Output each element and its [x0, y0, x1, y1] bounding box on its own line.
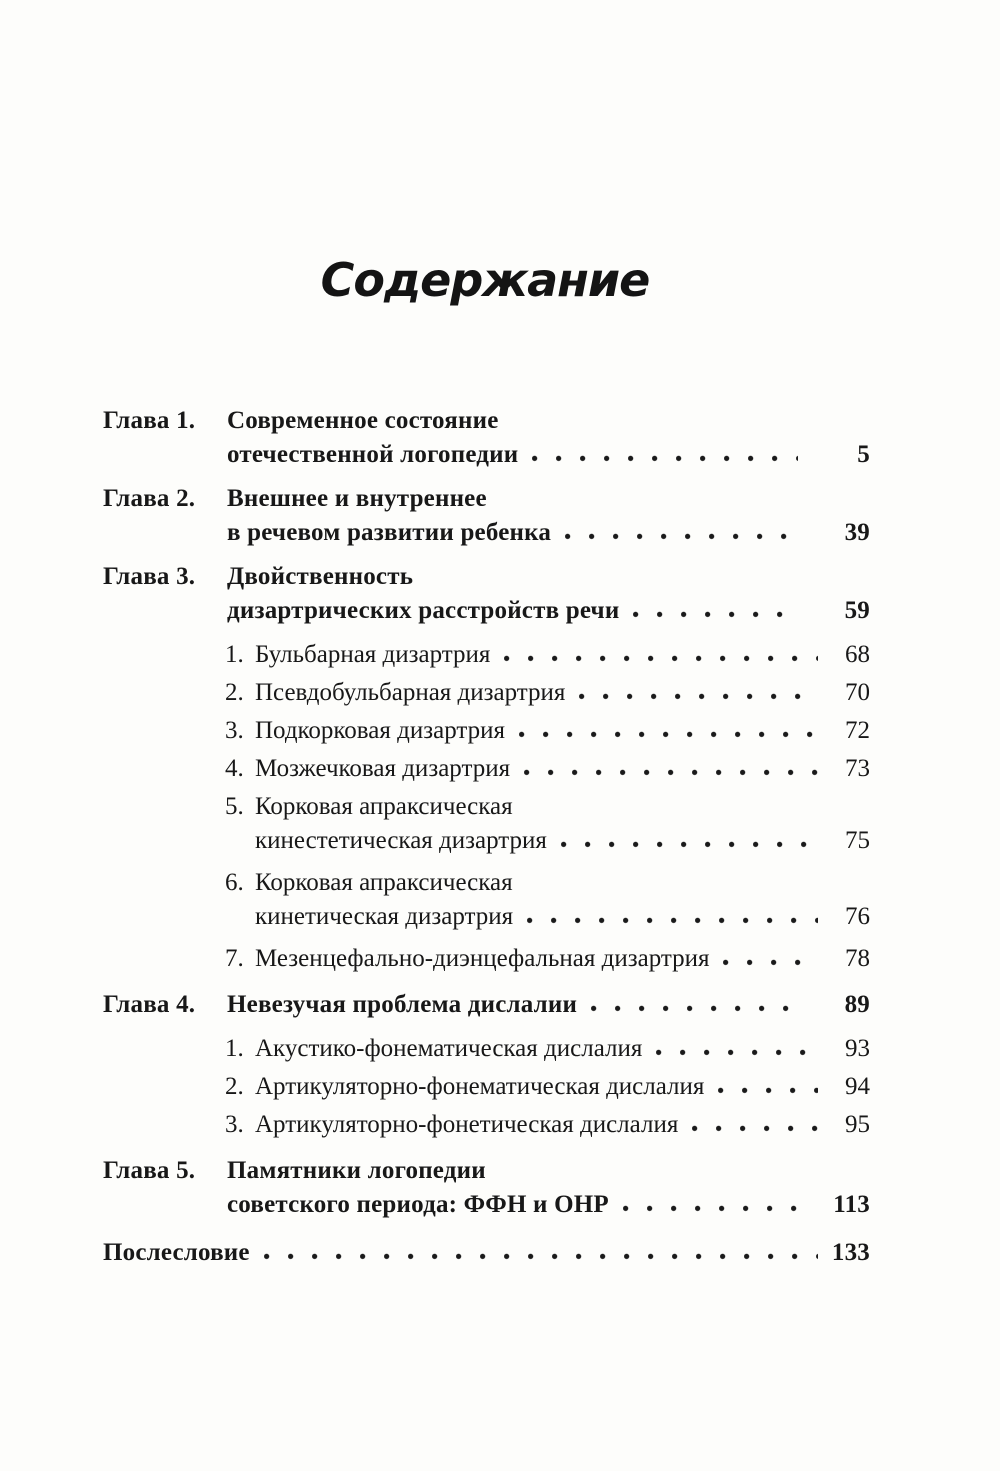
toc-entry-chapter — [103, 404, 870, 472]
page-number: 59 — [844, 597, 870, 624]
chapter-label: Глава 3. — [103, 563, 196, 590]
item-number: 4. — [225, 755, 244, 782]
entry-title-line: Внешнее и внутреннее — [227, 485, 487, 512]
toc-line — [103, 1188, 870, 1222]
page-number: 76 — [845, 903, 870, 930]
dot-leader — [532, 455, 798, 462]
page-number: 75 — [845, 827, 870, 854]
toc-entry-item — [103, 790, 870, 858]
entry-title-line: Артикуляторно-фонематическая дислалия — [255, 1073, 705, 1100]
page-title: Содержание — [320, 253, 650, 307]
page-number: 70 — [845, 679, 870, 706]
page-number: 73 — [845, 755, 870, 782]
toc-entry-item — [103, 942, 870, 976]
chapter-label: Глава 4. — [103, 991, 196, 1018]
dot-leader — [591, 1005, 798, 1012]
entry-title-line: Подкорковая дизартрия — [255, 717, 505, 744]
entry-title-line: Акустико-фонематическая дислалия — [255, 1035, 643, 1062]
toc-line — [225, 638, 870, 672]
chapter-label: Глава 5. — [103, 1157, 196, 1184]
toc-line — [103, 516, 870, 550]
entry-title-line: Невезучая проблема дислалии — [227, 991, 578, 1018]
dot-leader — [579, 693, 818, 700]
page-number: 39 — [844, 519, 870, 546]
dot-leader — [565, 533, 798, 540]
chapter-label: Глава 1. — [103, 407, 196, 434]
dot-leader — [633, 611, 798, 618]
page-number: 89 — [844, 991, 870, 1018]
page-number: 113 — [833, 1191, 870, 1218]
table-of-contents — [0, 404, 1000, 1270]
item-number: 2. — [225, 679, 244, 706]
toc-line — [103, 438, 870, 472]
dot-leader — [623, 1205, 798, 1212]
item-number: 1. — [225, 641, 244, 668]
toc-entry-item — [103, 752, 870, 786]
entry-title-line: советского периода: ФФН и ОНР — [227, 1191, 609, 1218]
entry-title-line: Послесловие — [103, 1239, 250, 1266]
dot-leader — [527, 917, 818, 924]
toc-entry-item — [103, 638, 870, 672]
dot-leader — [723, 959, 818, 966]
toc-entry-chapter — [103, 1154, 870, 1222]
toc-line — [103, 988, 870, 1022]
dot-leader — [656, 1049, 818, 1056]
toc-line — [225, 824, 870, 858]
page-number: 95 — [845, 1111, 870, 1138]
toc-line — [225, 942, 870, 976]
page-number: 72 — [845, 717, 870, 744]
entry-title-line: кинетическая дизартрия — [255, 903, 514, 930]
toc-line — [225, 790, 870, 824]
toc-line — [225, 866, 870, 900]
toc-entry-item — [103, 866, 870, 934]
dot-leader — [264, 1253, 818, 1260]
toc-line — [225, 752, 870, 786]
entry-title-line: в речевом развитии ребенка — [227, 519, 552, 546]
item-number: 5. — [225, 793, 244, 820]
dot-leader — [524, 769, 818, 776]
dot-leader — [561, 841, 818, 848]
toc-line — [225, 714, 870, 748]
entry-title-line: Двойственность — [227, 563, 414, 590]
dot-leader — [519, 731, 818, 738]
toc-entry-afterword — [103, 1236, 870, 1270]
toc-line — [103, 560, 870, 594]
toc-entry-item — [103, 1032, 870, 1066]
toc-entry-chapter — [103, 560, 870, 628]
toc-line — [225, 1070, 870, 1104]
dot-leader — [504, 655, 818, 662]
toc-entry-chapter — [103, 482, 870, 550]
dot-leader — [718, 1087, 818, 1094]
item-number: 3. — [225, 717, 244, 744]
item-number: 6. — [225, 869, 244, 896]
entry-title-line: Артикуляторно-фонетическая дислалия — [255, 1111, 679, 1138]
entry-title-line: Мезенцефально-диэнцефальная дизартрия — [255, 945, 710, 972]
toc-line — [103, 1154, 870, 1188]
toc-line — [225, 676, 870, 710]
toc-line — [103, 1236, 870, 1270]
entry-title-line: отечественной логопедии — [227, 441, 519, 468]
entry-title-line: Памятники логопедии — [227, 1157, 486, 1184]
toc-line — [103, 482, 870, 516]
entry-title-line: Корковая апраксическая — [255, 793, 513, 820]
item-number: 7. — [225, 945, 244, 972]
toc-line — [225, 1032, 870, 1066]
toc-entry-item — [103, 714, 870, 748]
dot-leader — [692, 1125, 818, 1132]
toc-entry-item — [103, 676, 870, 710]
chapter-label: Глава 2. — [103, 485, 196, 512]
item-number: 1. — [225, 1035, 244, 1062]
toc-line — [103, 404, 870, 438]
item-number: 3. — [225, 1111, 244, 1138]
entry-title-line: кинестетическая дизартрия — [255, 827, 547, 854]
page-number: 5 — [857, 441, 870, 468]
page-number: 78 — [845, 945, 870, 972]
entry-title-line: Современное состояние — [227, 407, 499, 434]
toc-line — [103, 594, 870, 628]
toc-line — [225, 900, 870, 934]
toc-entry-item — [103, 1070, 870, 1104]
toc-line — [225, 1108, 870, 1142]
page-number: 133 — [831, 1239, 870, 1266]
item-number: 2. — [225, 1073, 244, 1100]
entry-title-line: Мозжечковая дизартрия — [255, 755, 511, 782]
page-number: 94 — [845, 1073, 870, 1100]
entry-title-line: Бульбарная дизартрия — [255, 641, 491, 668]
page-number: 68 — [845, 641, 870, 668]
entry-title-line: Псевдобульбарная дизартрия — [255, 679, 566, 706]
entry-title-line: Корковая апраксическая — [255, 869, 513, 896]
toc-entry-item — [103, 1108, 870, 1142]
entry-title-line: дизартрических расстройств речи — [227, 597, 620, 624]
toc-entry-chapter — [103, 988, 870, 1022]
page-number: 93 — [845, 1035, 870, 1062]
